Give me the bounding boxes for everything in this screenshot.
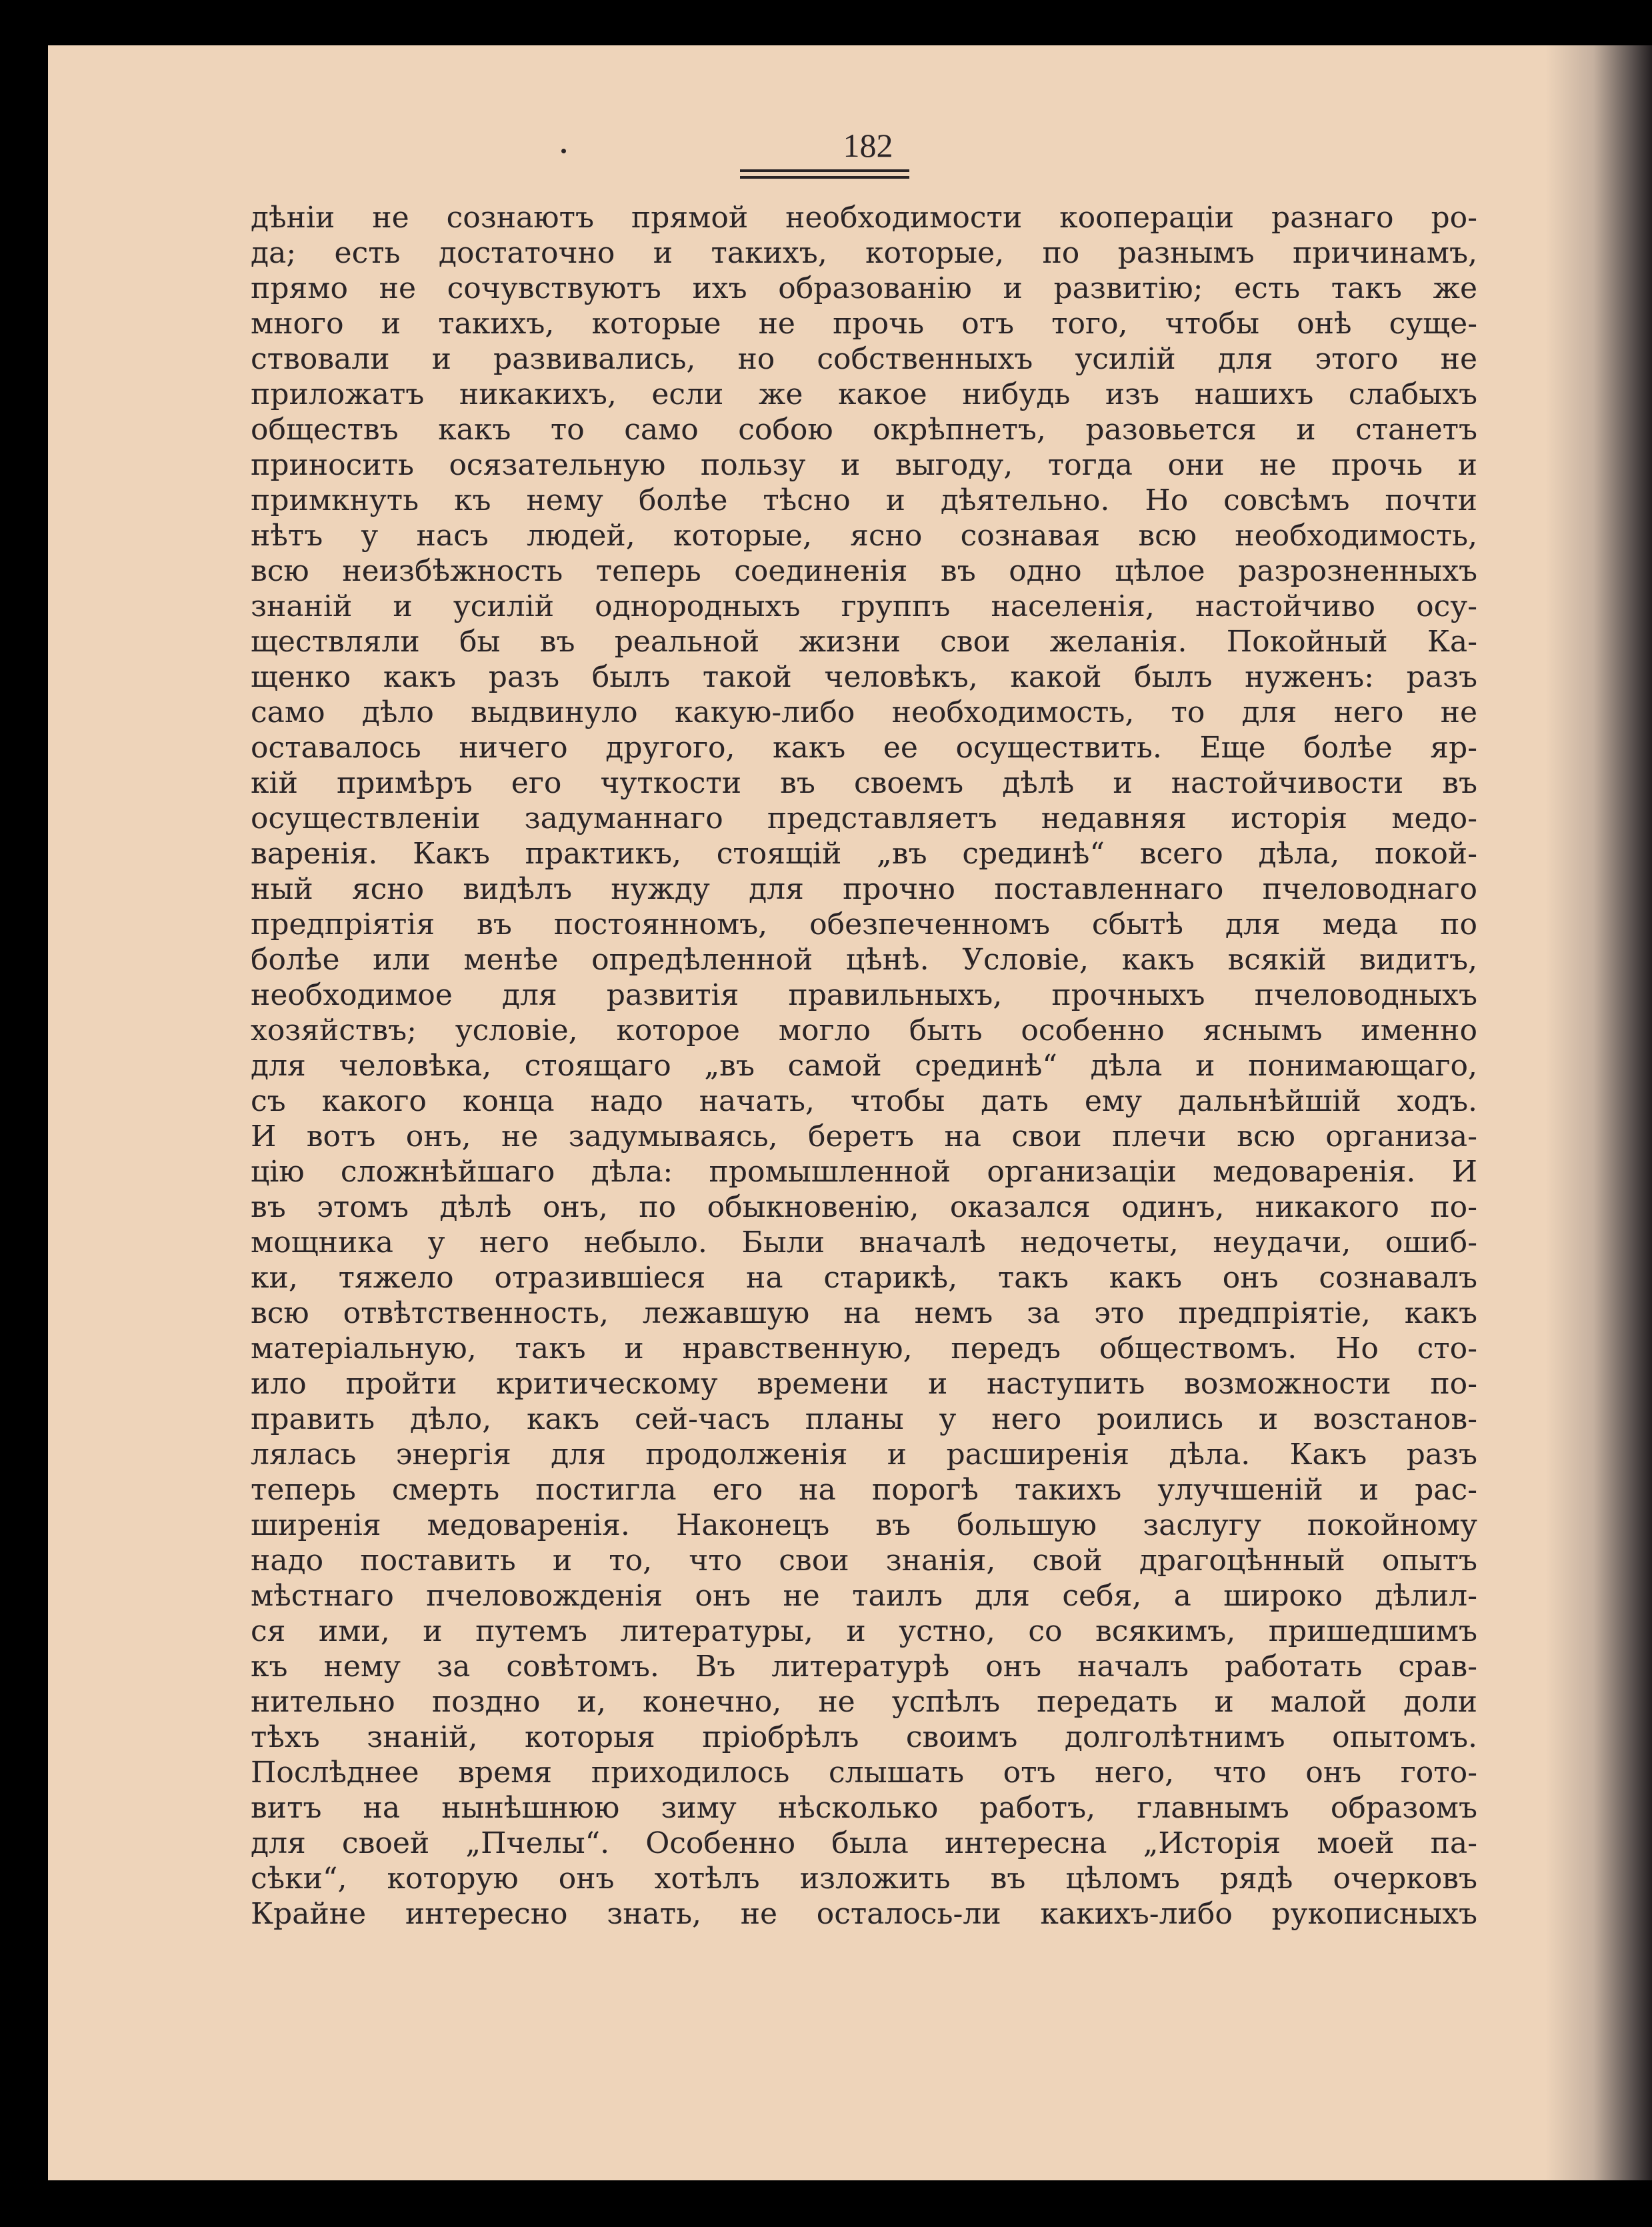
text-line: да; есть достаточно и такихъ, которые, по разнымъ причинамъ, (251, 236, 1477, 270)
text-line: ствовали и развивались, но собственныхъ усилій для этого не (251, 342, 1477, 376)
text-line: хозяйствъ; условіе, которое могло быть особенно яснымъ именно (251, 1013, 1477, 1047)
page-number: 182 (843, 127, 893, 164)
text-line: мѣстнаго пчеловожденія онъ не таилъ для себя, а широко дѣлил- (251, 1579, 1477, 1613)
body-text (251, 200, 1477, 1932)
text-line: въ этомъ дѣлѣ онъ, по обыкновенію, оказался одинъ, никакого по- (251, 1190, 1477, 1224)
text-line: витъ на нынѣшнюю зиму нѣсколько работъ, главнымъ образомъ (251, 1791, 1477, 1825)
text-line: ся ими, и путемъ литературы, и устно, со всякимъ, пришедшимъ (251, 1614, 1477, 1648)
text-line: кій примѣръ его чуткости въ своемъ дѣлѣ и настойчивости въ (251, 766, 1477, 800)
text-line: нѣтъ у насъ людей, которые, ясно сознавая всю необходимость, (251, 519, 1477, 553)
text-line: теперь смерть постигла его на порогѣ такихъ улучшеній и рас- (251, 1473, 1477, 1507)
text-line: всю отвѣтственность, лежавшую на немъ за это предпріятіе, какъ (251, 1296, 1477, 1330)
text-line: къ нему за совѣтомъ. Въ литературѣ онъ началъ работать срав- (251, 1650, 1477, 1684)
header-rule-top (740, 169, 909, 172)
text-line: приносить осязательную пользу и выгоду, тогда они не прочь и (251, 448, 1477, 482)
text-line: варенія. Какъ практикъ, стоящій „въ срединѣ“ всего дѣла, покой- (251, 837, 1477, 871)
text-line: для своей „Пчелы“. Особенно была интересна „Исторія моей па- (251, 1826, 1477, 1860)
text-line: щенко какъ разъ былъ такой человѣкъ, какой былъ нуженъ: разъ (251, 660, 1477, 694)
text-line: предпріятія въ постоянномъ, обезпеченномъ сбытѣ для меда по (251, 907, 1477, 941)
text-line: знаній и усилій однородныхъ группъ населенія, настойчиво осу- (251, 589, 1477, 623)
text-line: надо поставить и то, что свои знанія, свой драгоцѣнный опытъ (251, 1544, 1477, 1578)
text-line: само дѣло выдвинуло какую-либо необходимость, то для него не (251, 695, 1477, 729)
text-line: приложатъ никакихъ, если же какое нибудь изъ нашихъ слабыхъ (251, 377, 1477, 411)
text-line: ило пройти критическому времени и наступить возможности по- (251, 1367, 1477, 1401)
text-line: много и такихъ, которые не прочь отъ того, чтобы онѣ суще- (251, 307, 1477, 341)
text-line: матеріальную, такъ и нравственную, передъ обществомъ. Но сто- (251, 1332, 1477, 1366)
text-line: всю неизбѣжность теперь соединенія въ одно цѣлое разрозненныхъ (251, 554, 1477, 588)
text-line: осуществленіи задуманнаго представляетъ недавняя исторія медо- (251, 801, 1477, 835)
text-line: цію сложнѣйшаго дѣла: промышленной организаціи медоваренія. И (251, 1155, 1477, 1189)
text-line: для человѣка, стоящаго „въ самой срединѣ“ дѣла и понимающаго, (251, 1049, 1477, 1083)
text-line: ный ясно видѣлъ нужду для прочно поставленнаго пчеловоднаго (251, 872, 1477, 906)
text-line: прямо не сочувствуютъ ихъ образованію и развитію; есть такъ же (251, 271, 1477, 305)
text-line: править дѣло, какъ сей-часъ планы у него роились и возстанов- (251, 1402, 1477, 1436)
text-line: лялась энергія для продолженія и расширенія дѣла. Какъ разъ (251, 1438, 1477, 1472)
text-line: ширенія медоваренія. Наконецъ въ большую заслугу покойному (251, 1508, 1477, 1542)
text-line: Послѣднее время приходилось слышать отъ него, что онъ гото- (251, 1756, 1477, 1790)
text-line: примкнуть къ нему болѣе тѣсно и дѣятельно. Но совсѣмъ почти (251, 483, 1477, 517)
text-line: необходимое для развитія правильныхъ, прочныхъ пчеловодныхъ (251, 978, 1477, 1012)
text-line: обществъ какъ то само собою окрѣпнетъ, разовьется и станетъ (251, 413, 1477, 447)
text-line: ществляли бы въ реальной жизни свои желанія. Покойный Ка- (251, 625, 1477, 659)
scanned-page (48, 45, 1652, 2180)
text-line: съ какого конца надо начать, чтобы дать ему дальнѣйшій ходъ. (251, 1084, 1477, 1118)
text-line: оставалось ничего другого, какъ ее осуществить. Еще болѣе яр- (251, 731, 1477, 765)
ink-speck (561, 149, 566, 153)
text-line: И вотъ онъ, не задумываясь, беретъ на свои плечи всю организа- (251, 1120, 1477, 1154)
text-line: болѣе или менѣе опредѣленной цѣнѣ. Условіе, какъ всякій видитъ, (251, 943, 1477, 977)
text-line: сѣки“, которую онъ хотѣлъ изложить въ цѣломъ рядѣ очерковъ (251, 1862, 1477, 1896)
header-rule-bottom (740, 176, 909, 179)
text-line: Крайне интересно знать, не осталось-ли какихъ-либо рукописныхъ (251, 1897, 1477, 1931)
text-line: ки, тяжело отразившіеся на старикѣ, такъ какъ онъ сознавалъ (251, 1261, 1477, 1295)
binding-shadow (1545, 45, 1652, 2180)
text-line: мощника у него небыло. Были вначалѣ недочеты, неудачи, ошиб- (251, 1226, 1477, 1260)
text-line: дѣніи не сознаютъ прямой необходимости коопераціи разнаго ро- (251, 201, 1477, 235)
text-line: нительно поздно и, конечно, не успѣлъ передать и малой доли (251, 1685, 1477, 1719)
text-line: тѣхъ знаній, которыя пріобрѣлъ своимъ долголѣтнимъ опытомъ. (251, 1720, 1477, 1754)
